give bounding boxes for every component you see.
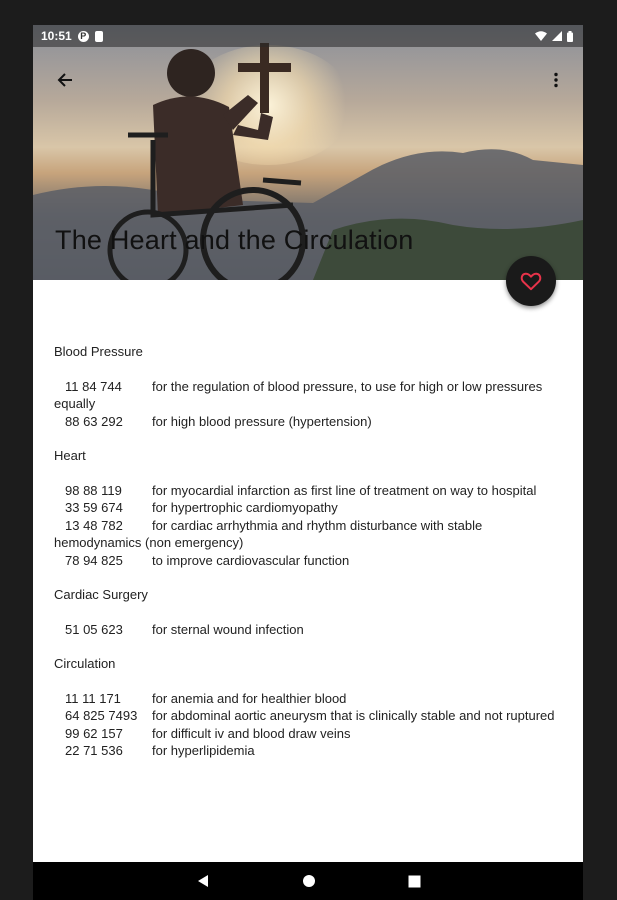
section-title: Cardiac Surgery	[54, 587, 148, 602]
entry-description: for abdominal aortic aneurysm that is clinically stable and not ruptured	[152, 708, 555, 723]
list-item	[54, 378, 564, 413]
page-title: The Heart and the Circulation	[55, 225, 414, 255]
entry-description: for myocardial infarction as first line of treatment on way to hospital	[152, 482, 537, 498]
list-item	[54, 552, 564, 570]
sim-card-icon	[95, 31, 103, 42]
list-item	[54, 725, 564, 743]
entry-code: 78 94 825	[65, 552, 123, 568]
entry-code: 11 11 171	[65, 690, 121, 706]
list-item	[54, 482, 564, 500]
signal-icon	[552, 31, 562, 41]
entry-description: for the regulation of blood pressure, to use for high or low pressures equally	[54, 378, 543, 411]
app-screen	[33, 25, 583, 900]
entry-description: for hyperlipidemia	[152, 743, 255, 758]
entry-description: for sternal wound infection	[152, 621, 304, 637]
section-cardiac-surgery	[54, 586, 564, 638]
section-circulation	[54, 655, 564, 760]
entry-description: for cardiac arrhythmia and rhythm disturbance with stable hemodynamics (non emergency)	[54, 517, 483, 550]
section-heart	[54, 447, 564, 569]
nav-back-icon[interactable]	[196, 874, 210, 888]
back-button[interactable]	[50, 65, 80, 95]
entry-code: 11 84 744	[65, 378, 122, 394]
favorite-button[interactable]	[506, 256, 556, 306]
nav-home-icon[interactable]	[302, 874, 316, 888]
more-vert-icon	[553, 72, 559, 88]
entry-description: for hypertrophic cardiomyopathy	[152, 500, 338, 515]
p-notification-icon: P	[78, 31, 89, 42]
entry-code: 22 71 536	[65, 743, 123, 758]
header-image	[33, 25, 583, 280]
section-title: Circulation	[54, 656, 116, 671]
entry-code: 51 05 623	[65, 621, 123, 637]
heart-outline-icon	[520, 271, 542, 291]
nav-recents-icon[interactable]	[408, 875, 421, 888]
list-item	[54, 690, 564, 708]
status-bar	[33, 25, 583, 47]
overflow-menu-button[interactable]	[541, 65, 571, 95]
status-time: 10:51	[41, 29, 72, 43]
list-item	[54, 742, 564, 760]
entry-code: 88 63 292	[65, 413, 123, 429]
content-list	[54, 343, 564, 777]
section-blood-pressure	[54, 343, 564, 430]
entry-code: 33 59 674	[65, 500, 123, 515]
entry-description: for high blood pressure (hypertension)	[152, 413, 372, 429]
entry-code: 98 88 119	[65, 482, 122, 498]
entry-description: for anemia and for healthier blood	[152, 690, 347, 706]
list-item	[54, 413, 564, 431]
entry-code: 13 48 782	[65, 517, 123, 533]
list-item	[54, 499, 564, 517]
section-title: Blood Pressure	[54, 344, 143, 359]
section-title: Heart	[54, 448, 86, 463]
arrow-back-icon	[56, 71, 74, 89]
system-navigation-bar	[33, 862, 583, 900]
status-indicators	[535, 31, 573, 42]
entry-description: to improve cardiovascular function	[152, 552, 350, 568]
list-item	[54, 621, 564, 639]
entry-code: 99 62 157	[65, 725, 123, 741]
entry-description: for difficult iv and blood draw veins	[152, 725, 351, 741]
wifi-icon	[535, 31, 547, 41]
list-item	[54, 707, 564, 725]
battery-icon	[567, 31, 573, 42]
list-item	[54, 517, 564, 552]
entry-code: 64 825 7493	[65, 708, 138, 723]
